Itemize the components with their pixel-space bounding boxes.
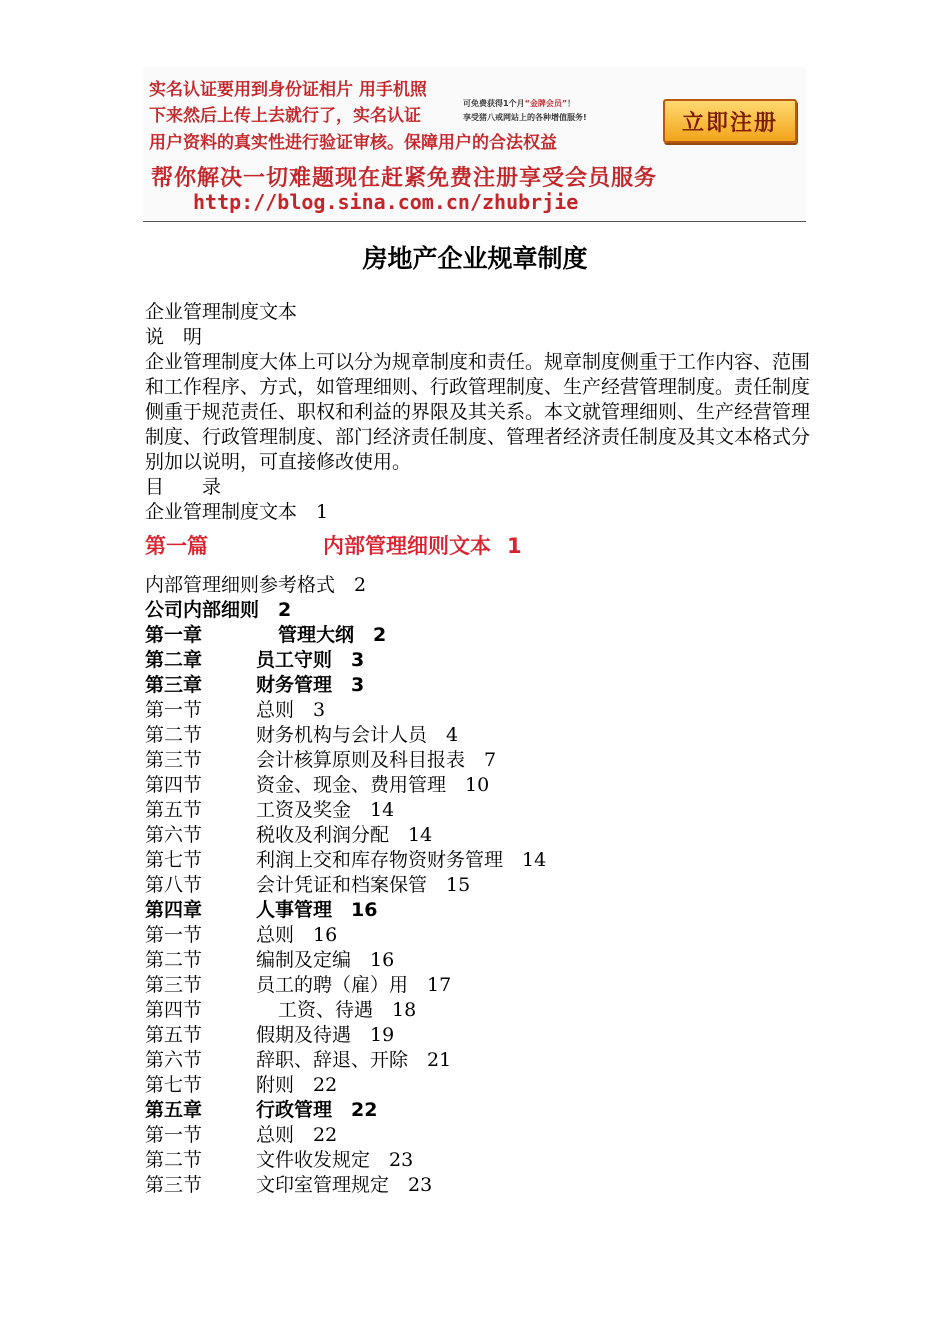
toc-entry-number: 第二节 (145, 724, 203, 746)
toc-entry-title: 会计凭证和档案保管 15 (256, 874, 471, 896)
toc-entry-number: 第五节 (145, 799, 203, 821)
toc-entry-title: 员工的聘（雇）用 17 (256, 974, 452, 996)
toc-entry (145, 648, 810, 673)
toc-entry (145, 698, 810, 723)
toc-entry (145, 573, 810, 598)
toc-entry (145, 1123, 810, 1148)
banner-divider (143, 221, 806, 222)
toc-entry-number: 第一节 (145, 924, 203, 946)
toc-entry (145, 823, 810, 848)
toc-entry (145, 873, 810, 898)
toc-entry-title: 行政管理 22 (256, 1099, 378, 1121)
banner-line-1: 实名认证要用到身份证相片 用手机照 (149, 80, 427, 100)
toc-entry-number: 第五节 (145, 1024, 203, 1046)
toc-entry-title: 员工守则 3 (256, 649, 365, 671)
part-heading (145, 531, 810, 567)
toc-entry-title: 文印室管理规定 23 (256, 1174, 433, 1196)
toc-entry-number: 第三节 (145, 1174, 203, 1196)
toc-entry (145, 673, 810, 698)
toc-entry (145, 773, 810, 798)
promo-note-c: ！ (567, 99, 576, 108)
toc-entry-number: 第四节 (145, 999, 203, 1021)
toc-entry (145, 973, 810, 998)
toc-entry (145, 1173, 810, 1198)
banner-url-link[interactable]: http://blog.sina.com.cn/zhubrjie (193, 190, 579, 214)
toc-entry-number: 第七节 (145, 1074, 203, 1096)
toc-entry-title: 工资、待遇 18 (278, 999, 417, 1021)
toc-entry-number: 第七节 (145, 849, 203, 871)
part-page: 1 (507, 534, 522, 558)
toc-entry-title: 税收及利润分配 14 (256, 824, 433, 846)
toc-entry (145, 1098, 810, 1123)
toc-entry (145, 1148, 810, 1173)
toc-entry (145, 798, 810, 823)
toc-entry-title: 附则 22 (256, 1074, 338, 1096)
register-button[interactable]: 立即注册 (663, 99, 797, 143)
toc-entry (145, 848, 810, 873)
toc-entry (145, 898, 810, 923)
promo-note-line2: 享受猪八戒网站上的各种增值服务! (463, 113, 587, 122)
document-body (145, 300, 810, 1198)
toc-entry (145, 948, 810, 973)
toc-entry-title: 工资及奖金 14 (256, 799, 395, 821)
toc-entry-number: 第三节 (145, 974, 203, 996)
toc-entry-title: 总则 22 (256, 1124, 338, 1146)
toc-entry (145, 723, 810, 748)
toc-entry-title: 总则 16 (256, 924, 338, 946)
toc-entry-number: 第二节 (145, 949, 203, 971)
toc-entry-number: 第六节 (145, 824, 203, 846)
toc-first-entry: 企业管理制度文本 1 (145, 501, 329, 523)
toc-entry-number: 第一章 (145, 624, 203, 646)
toc-entry-number: 第八节 (145, 874, 203, 896)
toc-entry-number: 第三章 (145, 674, 203, 696)
toc-entry-title: 总则 3 (256, 699, 326, 721)
toc-label: 目 录 (145, 476, 222, 498)
banner-promo-note (463, 97, 587, 125)
toc-entry (145, 1023, 810, 1048)
toc-entry (145, 1073, 810, 1098)
toc-entry-number: 第四章 (145, 899, 203, 921)
toc-entry-number: 第二章 (145, 649, 203, 671)
intro-paragraph: 企业管理制度大体上可以分为规章制度和责任。规章制度侧重于工作内容、范围和工作程序、方式，如管理细则、行政管理制度、生产经营管理制度。责任制度侧重于规范责任、职权和利益的界限及其关系。本文就管理细则、生产经营管理制度、行政管理制度、部门经济责任制度、管理者经济责任制度及其文本格式分别加以说明，可直接修改使用。 (145, 351, 811, 473)
toc-entry-number: 公司内部细则 2 (145, 599, 292, 621)
toc-entry-title: 管理大纲 2 (278, 624, 387, 646)
banner-line-2: 下来然后上传上去就行了，实名认证 (149, 106, 421, 126)
toc-list (145, 573, 810, 1198)
banner-slogan: 帮你解决一切难题现在赶紧免费注册享受会员服务 (151, 166, 658, 191)
part-title: 内部管理细则文本 (323, 534, 491, 558)
toc-entry-number: 第五章 (145, 1099, 203, 1121)
promo-note-a: 可免费获得1个月 (463, 99, 525, 108)
toc-entry-number: 第一节 (145, 699, 203, 721)
intro-line-1: 企业管理制度文本 (145, 301, 298, 323)
toc-entry-title: 编制及定编 16 (256, 949, 395, 971)
toc-entry-title: 财务管理 3 (256, 674, 365, 696)
toc-entry-number: 内部管理细则参考格式 2 (145, 574, 367, 596)
toc-entry-title: 假期及待遇 19 (256, 1024, 395, 1046)
toc-entry-number: 第三节 (145, 749, 203, 771)
intro-line-2: 说 明 (145, 326, 203, 348)
toc-entry-number: 第二节 (145, 1149, 203, 1171)
toc-entry-title: 辞职、辞退、开除 21 (256, 1049, 452, 1071)
toc-entry-number: 第六节 (145, 1049, 203, 1071)
toc-entry-title: 财务机构与会计人员 4 (256, 724, 459, 746)
toc-entry-number: 第一节 (145, 1124, 203, 1146)
promo-note-gold: “金牌会员” (524, 99, 568, 108)
toc-entry (145, 623, 810, 648)
toc-entry-title: 人事管理 16 (256, 899, 378, 921)
toc-entry-title: 资金、现金、费用管理 10 (256, 774, 490, 796)
toc-entry-number: 第四节 (145, 774, 203, 796)
toc-entry (145, 748, 810, 773)
toc-entry-title: 利润上交和库存物资财务管理 14 (256, 849, 547, 871)
toc-entry (145, 923, 810, 948)
part-label: 第一篇 (145, 534, 208, 558)
toc-entry (145, 598, 810, 623)
banner-line-3: 用户资料的真实性进行验证审核。保障用户的合法权益 (149, 133, 557, 153)
toc-entry (145, 1048, 810, 1073)
toc-entry (145, 998, 810, 1023)
page-title: 房地产企业规章制度 (362, 244, 588, 273)
toc-entry-title: 会计核算原则及科目报表 7 (256, 749, 497, 771)
ad-banner[interactable] (143, 67, 806, 220)
toc-entry-title: 文件收发规定 23 (256, 1149, 414, 1171)
